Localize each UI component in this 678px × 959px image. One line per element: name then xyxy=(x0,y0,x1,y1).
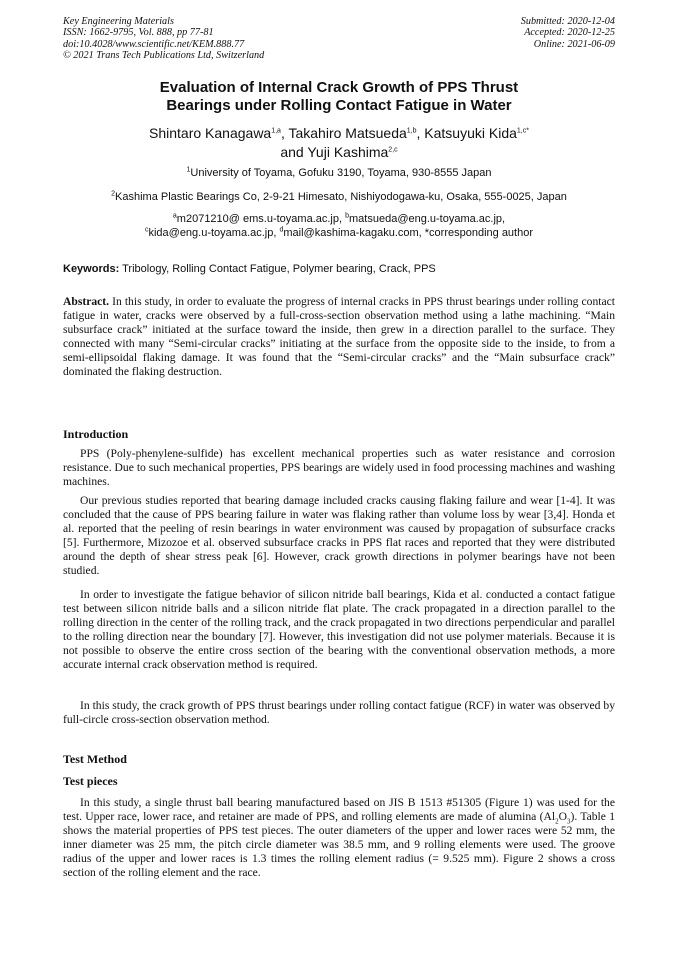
dates-info xyxy=(521,16,615,50)
test-pieces-text: ). Table 1 shows the material properties of PPS test pieces. The outer diameters of the upper and lower races were 52 mm, the inner diameter was 25 mm, the pitch circle diameter was 38.5 mm, and 9 rolling elements were used. The groove radius of the upper and lower races is 1.3 times the rolling element radius (= 9.525 mm). Figure 2 shows a cross section of the rolling element and the race. xyxy=(63,810,616,880)
author-sup: 1,a xyxy=(271,127,281,135)
email-sup: c xyxy=(144,226,149,234)
email-sup: b xyxy=(345,212,350,220)
email-sup: a xyxy=(172,212,177,220)
author-sup: 1,b xyxy=(406,127,417,135)
affiliation-sup: 1 xyxy=(186,166,191,174)
author-sup: 2,c xyxy=(388,145,398,153)
intro-paragraph-4: In this study, the crack growth of PPS thrust bearings under rolling contact fatigue (RCF) in water was observed by full-circle cross-section observation method. xyxy=(63,699,615,727)
author-name: , Takahiro Matsueda xyxy=(280,125,407,141)
test-pieces-text: In this study, a single thrust ball bearing manufactured based on JIS B 1513 #51305 (Figure 1) was used for the test. Upper race, lower race, and retainer are made of PPS, and rolling elements are made of alumina (Al xyxy=(63,796,615,824)
submitted-date: Submitted: 2020-12-04 xyxy=(520,16,615,27)
email-text: kida@eng.u-toyama.ac.jp, xyxy=(148,227,280,239)
issn: ISSN: 1662-9795, Vol. 888, pp 77-81 xyxy=(63,27,214,39)
affiliation-text: University of Toyama, Gofuku 3190, Toyama, 930-8555 Japan xyxy=(190,167,492,179)
email-text: matsueda@eng.u-toyama.ac.jp, xyxy=(349,213,506,225)
email-list xyxy=(63,212,615,240)
keywords-label: Keywords: xyxy=(63,263,120,275)
test-pieces-text: O xyxy=(558,810,567,824)
online-date: Online: 2021-06-09 xyxy=(533,38,615,50)
copyright: © 2021 Trans Tech Publications Ltd, Switzerland xyxy=(63,49,265,61)
intro-paragraph-2: Our previous studies reported that bearing damage included cracks causing flaking failure and wear [1-4]. It was concluded that the cause of PPS bearing failure in water was flaking rather than volume loss by wear [3,4]. Honda et al. reported that the peeling of resin bearings in water environment was caused by propagation of subsurface cracks [5]. Furthermore, Mizozoe et al. observed subsurface cracks in PPS flat races and reported that they were distributed around the depth of shear stress peak [6]. However, crack growth directions in polymer bearings have not been studied. xyxy=(63,494,615,578)
journal-name: Key Engineering Materials xyxy=(63,16,174,27)
intro-paragraph-1: PPS (Poly-phenylene-sulfide) has excellent mechanical properties such as water resistance and corrosion resistance. Due to such mechanical properties, PPS bearings are widely used in food processing machines and washing machines. xyxy=(63,447,615,489)
test-pieces-paragraph xyxy=(63,796,615,881)
affiliation-2 xyxy=(63,190,615,204)
title-line-1: Evaluation of Internal Crack Growth of PPS Thrust xyxy=(159,79,519,96)
abstract-label: Abstract. xyxy=(63,295,110,308)
doi: doi:10.4028/www.scientific.net/KEM.888.77 xyxy=(63,38,245,50)
author-name: , Katsuyuki Kida xyxy=(416,125,517,141)
affiliation-text: Kashima Plastic Bearings Co, 2-9-21 Himesato, Nishiyodogawa-ku, Osaka, 555-0025, Japan xyxy=(115,191,567,203)
section-heading-test-method: Test Method xyxy=(63,752,127,766)
journal-info xyxy=(63,16,264,61)
abstract xyxy=(63,295,615,380)
author-sup: 1,c* xyxy=(516,127,529,135)
email-text: mail@kashima-kagaku.com, *corresponding author xyxy=(283,227,534,239)
paper-title xyxy=(63,79,615,115)
accepted-date: Accepted: 2020-12-25 xyxy=(524,27,615,39)
subscript: 3 xyxy=(566,817,571,826)
email-sup: d xyxy=(279,226,284,234)
author-name: and Yuji Kashima xyxy=(280,143,389,160)
title-line-2: Bearings under Rolling Contact Fatigue in Water xyxy=(166,97,512,114)
keywords-text: Tribology, Rolling Contact Fatigue, Polymer bearing, Crack, PPS xyxy=(119,263,436,275)
abstract-text: In this study, in order to evaluate the progress of internal cracks in PPS thrust bearings under rolling contact fatigue in water, cracks were observed by a full-cross-section observation method using a lathe machining. “Main subsurface crack” initiated at the surface toward the inside, then grew in a direction parallel to the surface. They connected with many “Semi-circular cracks” initiating at the surface from the opposite side to the inside, to from a semi-ellipsoidal flaking damage. It was found that the “Semi-circular cracks” and the “Main subsurface crack” dominated the flaking destruction. xyxy=(63,295,615,379)
affiliation-sup: 2 xyxy=(111,190,116,198)
keywords xyxy=(63,262,615,276)
intro-paragraph-3: In order to investigate the fatigue behavior of silicon nitride ball bearings, Kida et al. conducted a contact fatigue test between silicon nitride balls and a silicon nitride flat plate. The crack propagated in a direction parallel to the rolling direction in the center of the rolling track, and the crack propagated in two directions perpendicular and parallel to the rolling direction near the boundary [7]. However, this investigation did not use polymer materials. Because it is not possible to observe the entire cross section of the bearing with the conventional observation methods, a more accurate internal crack observation method is required. xyxy=(63,588,615,672)
section-heading-introduction: Introduction xyxy=(63,427,129,441)
author-name: Shintaro Kanagawa xyxy=(149,125,272,141)
affiliation-1 xyxy=(63,166,615,180)
subsection-heading-test-pieces: Test pieces xyxy=(63,774,118,788)
email-text: m2071210@ ems.u-toyama.ac.jp, xyxy=(176,213,346,225)
subscript: 2 xyxy=(555,817,559,826)
author-list xyxy=(63,124,615,161)
